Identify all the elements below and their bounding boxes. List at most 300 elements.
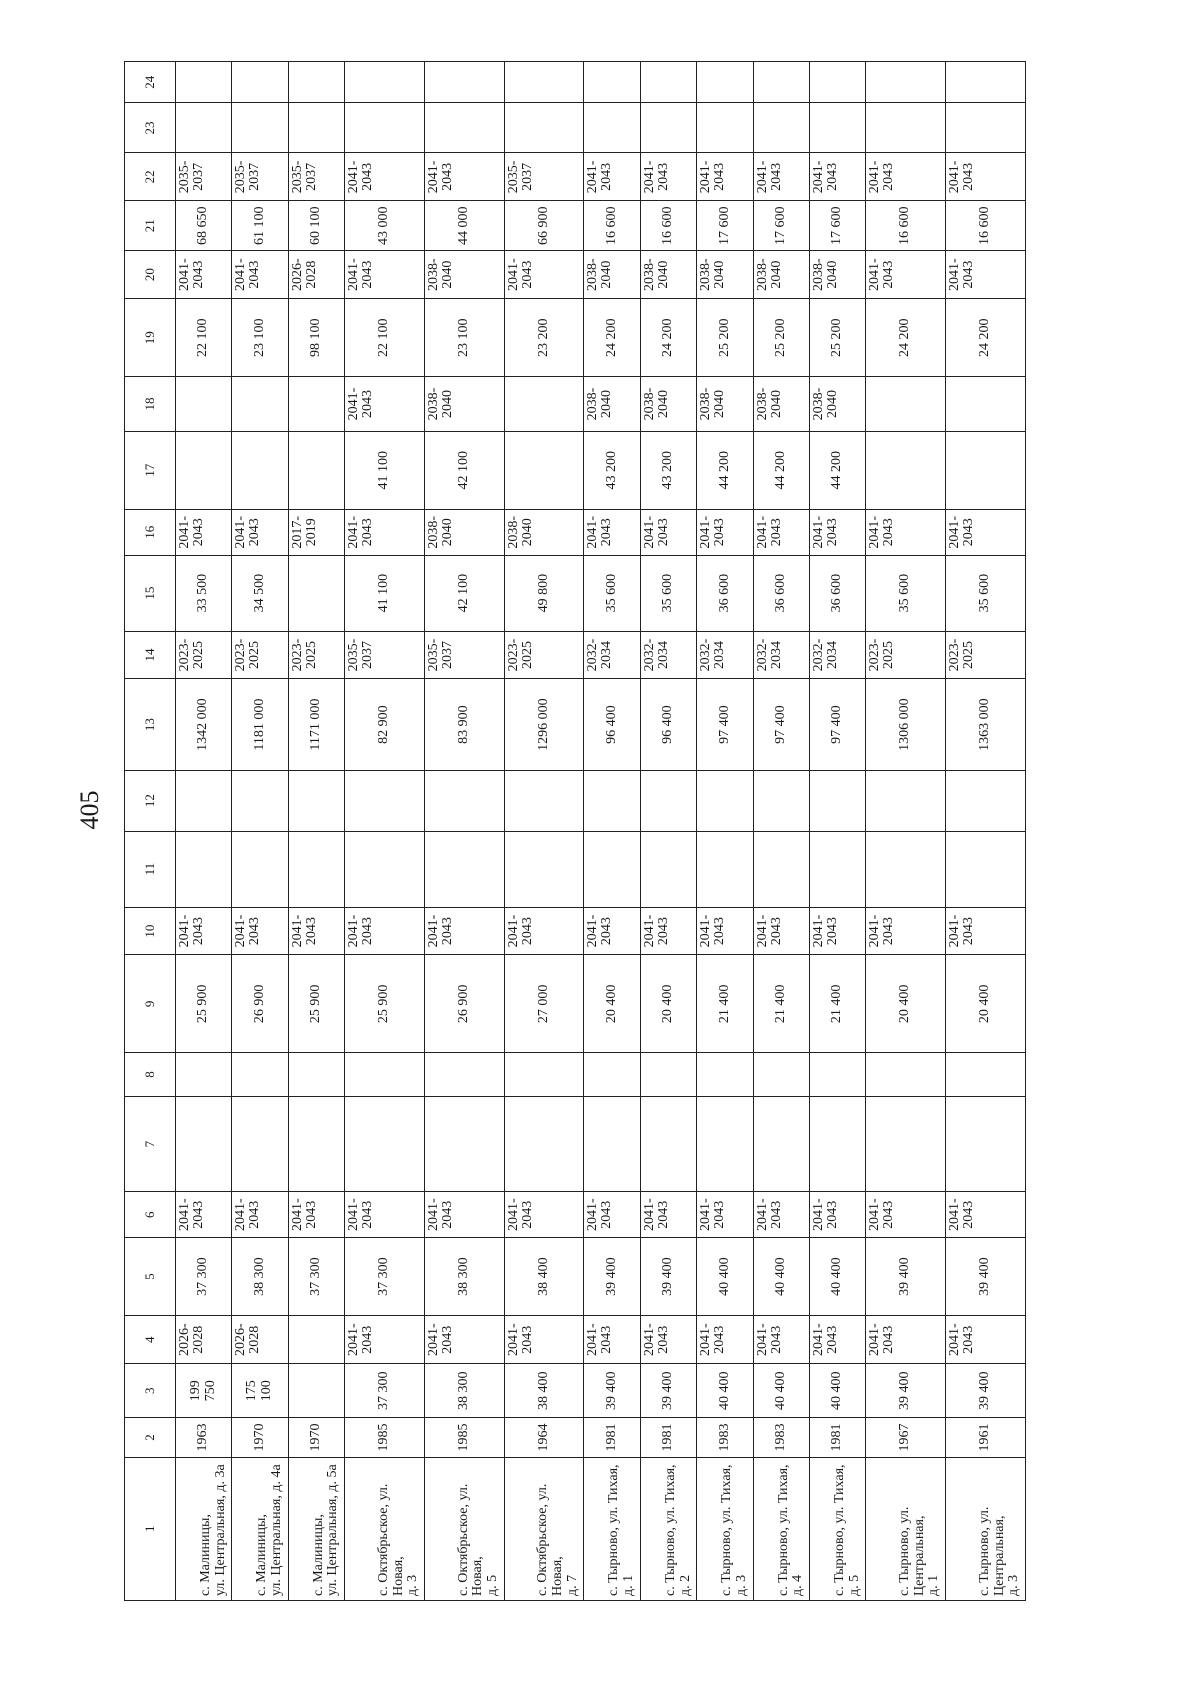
cell-col-19: 25 200 [697,299,753,377]
cell-col-14: 2023- 2025 [866,631,946,679]
cell-col-20: 2038- 2040 [584,251,640,299]
cell-col-23 [697,103,753,153]
cell-col-10: 2041- 2043 [809,907,865,955]
cell-col-11 [866,831,946,907]
cell-col-12 [584,770,640,831]
cell-col-4: 2041- 2043 [640,1316,696,1364]
cell-col-15: 35 600 [866,555,946,631]
cell-col-17: 43 200 [584,431,640,509]
cell-col-17: 44 200 [753,431,809,509]
cell-col-6: 2041- 2043 [946,1192,1026,1238]
cell-col-11 [697,831,753,907]
table-row [504,62,584,1601]
column-header-7: 7 [125,1096,176,1192]
cell-col-14: 2032- 2034 [584,631,640,679]
cell-col-4 [288,1316,344,1364]
cell-col-20: 2041- 2043 [176,251,232,299]
cell-col-14: 2023- 2025 [288,631,344,679]
cell-col-20: 2041- 2043 [504,251,584,299]
cell-col-6: 2041- 2043 [753,1192,809,1238]
cell-col-8 [504,1053,584,1096]
address-cell: с. Октябрьское, ул. Новая, д. 7 [504,1457,584,1600]
cell-col-16: 2038- 2040 [504,509,584,555]
cell-col-8 [288,1053,344,1096]
column-header-6: 6 [125,1192,176,1238]
rotated-table-sheet [124,61,1026,1601]
cell-col-7 [504,1096,584,1192]
cell-col-12 [753,770,809,831]
cell-col-16: 2041- 2043 [697,509,753,555]
cell-col-17 [232,431,288,509]
cell-col-17: 43 200 [640,431,696,509]
cell-col-16: 2041- 2043 [753,509,809,555]
column-header-13: 13 [125,679,176,770]
cell-col-24 [232,62,288,103]
column-header-5: 5 [125,1238,176,1316]
cell-col-18: 2038- 2040 [809,377,865,431]
cell-col-11 [345,831,425,907]
cell-col-6: 2041- 2043 [697,1192,753,1238]
cell-col-20: 2038- 2040 [424,251,504,299]
cell-col-6: 2041- 2043 [232,1192,288,1238]
cell-col-15: 35 600 [640,555,696,631]
cell-col-16: 2038- 2040 [424,509,504,555]
cell-col-7 [697,1096,753,1192]
address-cell: с. Тырново, ул. Центральная, д. 1 [866,1457,946,1600]
cell-col-2: 1970 [232,1418,288,1457]
cell-col-13: 97 400 [753,679,809,770]
column-header-24: 24 [125,62,176,103]
cell-col-22: 2041- 2043 [946,153,1026,201]
cell-col-23 [640,103,696,153]
cell-col-5: 39 400 [946,1238,1026,1316]
cell-col-11 [424,831,504,907]
cell-col-12 [866,770,946,831]
cell-col-7 [424,1096,504,1192]
cell-col-16: 2041- 2043 [232,509,288,555]
cell-col-13: 1296 000 [504,679,584,770]
cell-col-10: 2041- 2043 [345,907,425,955]
cell-col-8 [584,1053,640,1096]
cell-col-22: 2041- 2043 [424,153,504,201]
column-header-12: 12 [125,770,176,831]
cell-col-2: 1983 [697,1418,753,1457]
cell-col-13: 97 400 [809,679,865,770]
cell-col-10: 2041- 2043 [640,907,696,955]
cell-col-16: 2041- 2043 [176,509,232,555]
cell-col-21: 16 600 [640,201,696,251]
cell-col-22: 2041- 2043 [753,153,809,201]
cell-col-21: 16 600 [866,201,946,251]
cell-col-24 [640,62,696,103]
cell-col-9: 26 900 [232,955,288,1053]
cell-col-7 [584,1096,640,1192]
cell-col-16: 2017- 2019 [288,509,344,555]
cell-col-20: 2041- 2043 [866,251,946,299]
cell-col-21: 17 600 [809,201,865,251]
cell-col-3: 199 750 [176,1364,232,1418]
cell-col-23 [288,103,344,153]
cell-col-15: 36 600 [697,555,753,631]
cell-col-16: 2041- 2043 [584,509,640,555]
address-cell: с. Тырново, ул. Тихая, д. 4 [753,1457,809,1600]
column-header-1: 1 [125,1457,176,1600]
cell-col-22: 2035- 2037 [504,153,584,201]
cell-col-9: 20 400 [946,955,1026,1053]
cell-col-23 [176,103,232,153]
cell-col-13: 1342 000 [176,679,232,770]
cell-col-4: 2041- 2043 [866,1316,946,1364]
cell-col-2: 1970 [288,1418,344,1457]
cell-col-14: 2032- 2034 [809,631,865,679]
cell-col-7 [288,1096,344,1192]
cell-col-11 [504,831,584,907]
cell-col-18: 2038- 2040 [753,377,809,431]
cell-col-9: 21 400 [697,955,753,1053]
cell-col-22: 2035- 2037 [232,153,288,201]
cell-col-8 [232,1053,288,1096]
cell-col-17: 42 100 [424,431,504,509]
cell-col-24 [288,62,344,103]
cell-col-5: 38 400 [504,1238,584,1316]
cell-col-24 [504,62,584,103]
cell-col-4: 2026- 2028 [176,1316,232,1364]
cell-col-23 [753,103,809,153]
cell-col-8 [176,1053,232,1096]
cell-col-6: 2041- 2043 [176,1192,232,1238]
cell-col-3: 40 400 [697,1364,753,1418]
cell-col-7 [753,1096,809,1192]
cell-col-16: 2041- 2043 [866,509,946,555]
cell-col-20: 2041- 2043 [232,251,288,299]
cell-col-3: 39 400 [640,1364,696,1418]
cell-col-15: 35 600 [584,555,640,631]
cell-col-3: 39 400 [946,1364,1026,1418]
cell-col-15: 36 600 [809,555,865,631]
cell-col-6: 2041- 2043 [809,1192,865,1238]
cell-col-9: 21 400 [809,955,865,1053]
cell-col-20: 2038- 2040 [809,251,865,299]
cell-col-2: 1985 [345,1418,425,1457]
cell-col-8 [697,1053,753,1096]
cell-col-22: 2041- 2043 [697,153,753,201]
cell-col-18 [946,377,1026,431]
cell-col-21: 17 600 [753,201,809,251]
cell-col-11 [232,831,288,907]
cell-col-20: 2041- 2043 [946,251,1026,299]
cell-col-9: 25 900 [345,955,425,1053]
table-row [753,62,809,1601]
column-header-17: 17 [125,431,176,509]
column-header-21: 21 [125,201,176,251]
column-header-20: 20 [125,251,176,299]
cell-col-5: 37 300 [176,1238,232,1316]
cell-col-11 [946,831,1026,907]
cell-col-13: 97 400 [697,679,753,770]
cell-col-6: 2041- 2043 [866,1192,946,1238]
cell-col-15 [288,555,344,631]
table-row [697,62,753,1601]
cell-col-12 [697,770,753,831]
address-cell: с. Тырново, ул. Центральная, д. 3 [946,1457,1026,1600]
cell-col-4: 2041- 2043 [946,1316,1026,1364]
cell-col-9: 27 000 [504,955,584,1053]
table-row [809,62,865,1601]
cell-col-13: 1363 000 [946,679,1026,770]
cell-col-21: 44 000 [424,201,504,251]
cell-col-6: 2041- 2043 [504,1192,584,1238]
cell-col-4: 2026- 2028 [232,1316,288,1364]
cell-col-16: 2041- 2043 [809,509,865,555]
cell-col-6: 2041- 2043 [345,1192,425,1238]
cell-col-2: 1963 [176,1418,232,1457]
cell-col-5: 39 400 [866,1238,946,1316]
cell-col-14: 2035- 2037 [424,631,504,679]
cell-col-2: 1964 [504,1418,584,1457]
cell-col-24 [866,62,946,103]
column-header-2: 2 [125,1418,176,1457]
cell-col-13: 96 400 [584,679,640,770]
cell-col-12 [288,770,344,831]
cell-col-3 [288,1364,344,1418]
cell-col-18: 2038- 2040 [584,377,640,431]
cell-col-6: 2041- 2043 [640,1192,696,1238]
cell-col-19: 23 200 [504,299,584,377]
cell-col-24 [176,62,232,103]
cell-col-7 [946,1096,1026,1192]
cell-col-11 [288,831,344,907]
cell-col-24 [809,62,865,103]
cell-col-17: 41 100 [345,431,425,509]
cell-col-3: 40 400 [753,1364,809,1418]
cell-col-12 [232,770,288,831]
column-header-9: 9 [125,955,176,1053]
cell-col-5: 37 300 [288,1238,344,1316]
cell-col-8 [345,1053,425,1096]
cell-col-9: 20 400 [866,955,946,1053]
cell-col-18 [504,377,584,431]
cell-col-3: 38 400 [504,1364,584,1418]
cell-col-13: 1171 000 [288,679,344,770]
cell-col-22: 2035- 2037 [176,153,232,201]
cell-col-21: 61 100 [232,201,288,251]
cell-col-11 [640,831,696,907]
cell-col-2: 1983 [753,1418,809,1457]
table-row [345,62,425,1601]
cell-col-11 [809,831,865,907]
cell-col-15: 49 800 [504,555,584,631]
cell-col-21: 16 600 [946,201,1026,251]
cell-col-20: 2038- 2040 [640,251,696,299]
cell-col-5: 40 400 [697,1238,753,1316]
cell-col-4: 2041- 2043 [809,1316,865,1364]
cell-col-12 [504,770,584,831]
cell-col-4: 2041- 2043 [753,1316,809,1364]
cell-col-3: 37 300 [345,1364,425,1418]
cell-col-6: 2041- 2043 [584,1192,640,1238]
table-body [176,62,1026,1601]
cell-col-21: 17 600 [697,201,753,251]
cell-col-4: 2041- 2043 [697,1316,753,1364]
address-cell: с. Малиницы, ул. Центральная, д. 4а [232,1457,288,1600]
cell-col-19: 24 200 [584,299,640,377]
cell-col-5: 38 300 [424,1238,504,1316]
address-cell: с. Тырново, ул. Тихая, д. 3 [697,1457,753,1600]
cell-col-19: 24 200 [866,299,946,377]
cell-col-3: 175 100 [232,1364,288,1418]
cell-col-7 [345,1096,425,1192]
cell-col-17: 44 200 [809,431,865,509]
cell-col-19: 98 100 [288,299,344,377]
cell-col-19: 23 100 [424,299,504,377]
cell-col-8 [753,1053,809,1096]
cell-col-17 [504,431,584,509]
cell-col-13: 1306 000 [866,679,946,770]
cell-col-19: 23 100 [232,299,288,377]
table-row [640,62,696,1601]
cell-col-15: 42 100 [424,555,504,631]
column-header-3: 3 [125,1364,176,1418]
cell-col-6: 2041- 2043 [288,1192,344,1238]
cell-col-12 [176,770,232,831]
cell-col-20: 2026- 2028 [288,251,344,299]
cell-col-16: 2041- 2043 [640,509,696,555]
cell-col-18: 2038- 2040 [640,377,696,431]
table-row [176,62,232,1601]
cell-col-2: 1985 [424,1418,504,1457]
cell-col-7 [232,1096,288,1192]
table-row [866,62,946,1601]
cell-col-3: 39 400 [866,1364,946,1418]
cell-col-24 [946,62,1026,103]
cell-col-23 [809,103,865,153]
cell-col-8 [809,1053,865,1096]
cell-col-19: 22 100 [176,299,232,377]
table-row [424,62,504,1601]
cell-col-23 [584,103,640,153]
cell-col-10: 2041- 2043 [504,907,584,955]
cell-col-18 [866,377,946,431]
cell-col-10: 2041- 2043 [232,907,288,955]
cell-col-14: 2023- 2025 [232,631,288,679]
cell-col-14: 2032- 2034 [753,631,809,679]
cell-col-11 [584,831,640,907]
cell-col-8 [946,1053,1026,1096]
cell-col-23 [424,103,504,153]
cell-col-18 [288,377,344,431]
address-cell: с. Октябрьское, ул. Новая, д. 5 [424,1457,504,1600]
cell-col-5: 39 400 [584,1238,640,1316]
cell-col-18 [232,377,288,431]
cell-col-21: 60 100 [288,201,344,251]
cell-col-14: 2023- 2025 [504,631,584,679]
cell-col-19: 24 200 [946,299,1026,377]
cell-col-22: 2041- 2043 [640,153,696,201]
cell-col-6: 2041- 2043 [424,1192,504,1238]
cell-col-2: 1981 [640,1418,696,1457]
cell-col-24 [697,62,753,103]
cell-col-21: 66 900 [504,201,584,251]
address-cell: с. Тырново, ул. Тихая, д. 1 [584,1457,640,1600]
cell-col-24 [345,62,425,103]
cell-col-2: 1967 [866,1418,946,1457]
cell-col-7 [640,1096,696,1192]
column-header-4: 4 [125,1316,176,1364]
cell-col-12 [640,770,696,831]
cell-col-3: 39 400 [584,1364,640,1418]
column-header-16: 16 [125,509,176,555]
column-header-8: 8 [125,1053,176,1096]
cell-col-16: 2041- 2043 [345,509,425,555]
cell-col-19: 24 200 [640,299,696,377]
cell-col-21: 43 000 [345,201,425,251]
cell-col-15: 34 500 [232,555,288,631]
cell-col-23 [946,103,1026,153]
cell-col-18: 2038- 2040 [424,377,504,431]
cell-col-20: 2041- 2043 [345,251,425,299]
address-cell: с. Октябрьское, ул. Новая, д. 3 [345,1457,425,1600]
cell-col-9: 20 400 [640,955,696,1053]
address-cell: с. Тырново, ул. Тихая, д. 5 [809,1457,865,1600]
cell-col-12 [424,770,504,831]
cell-col-4: 2041- 2043 [504,1316,584,1364]
cell-col-10: 2041- 2043 [176,907,232,955]
column-header-11: 11 [125,831,176,907]
cell-col-12 [345,770,425,831]
cell-col-21: 16 600 [584,201,640,251]
cell-col-16: 2041- 2043 [946,509,1026,555]
cell-col-10: 2041- 2043 [946,907,1026,955]
cell-col-13: 83 900 [424,679,504,770]
cell-col-10: 2041- 2043 [697,907,753,955]
cell-col-9: 21 400 [753,955,809,1053]
cell-col-23 [232,103,288,153]
cell-col-13: 1181 000 [232,679,288,770]
cell-col-5: 40 400 [753,1238,809,1316]
cell-col-9: 25 900 [288,955,344,1053]
cell-col-22: 2041- 2043 [345,153,425,201]
column-header-19: 19 [125,299,176,377]
cell-col-8 [866,1053,946,1096]
cell-col-11 [176,831,232,907]
cell-col-8 [424,1053,504,1096]
cell-col-12 [809,770,865,831]
cell-col-9: 25 900 [176,955,232,1053]
table-header-row [125,62,176,1601]
cell-col-14: 2023- 2025 [176,631,232,679]
cell-col-17 [288,431,344,509]
cell-col-14: 2032- 2034 [697,631,753,679]
column-header-23: 23 [125,103,176,153]
cell-col-10: 2041- 2043 [288,907,344,955]
table-row [232,62,288,1601]
column-header-10: 10 [125,907,176,955]
cell-col-14: 2035- 2037 [345,631,425,679]
cell-col-10: 2041- 2043 [753,907,809,955]
cell-col-2: 1961 [946,1418,1026,1457]
cell-col-24 [753,62,809,103]
cell-col-15: 41 100 [345,555,425,631]
cell-col-19: 25 200 [753,299,809,377]
cell-col-9: 26 900 [424,955,504,1053]
cell-col-19: 25 200 [809,299,865,377]
page-number: 405 [75,790,104,830]
column-header-22: 22 [125,153,176,201]
cell-col-22: 2041- 2043 [866,153,946,201]
cell-col-7 [176,1096,232,1192]
cell-col-23 [504,103,584,153]
cell-col-18: 2038- 2040 [697,377,753,431]
